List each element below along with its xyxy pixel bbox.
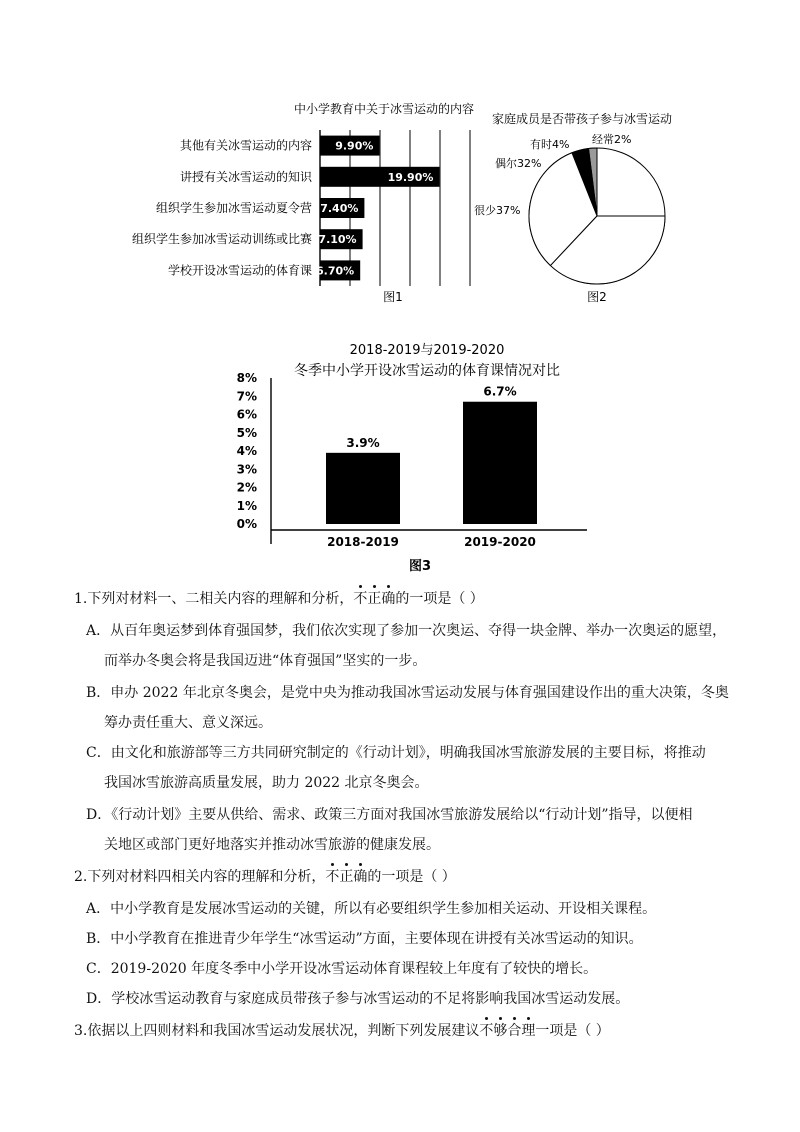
- emphasis-char: 不: [353, 588, 367, 608]
- emphasis-char: 确: [353, 866, 367, 886]
- tick-label: 4%: [236, 444, 257, 458]
- question-3-tail: 一项是（ ）: [535, 1023, 610, 1039]
- question-1-stem: 1.下列对材料一、二相关内容的理解和分析，: [74, 591, 354, 607]
- category-label: 组织学生参加冰雪运动训练或比赛: [131, 232, 312, 247]
- data-label: 7.40%: [320, 202, 359, 215]
- q2-option-b: B．中小学教育在推进青少年学生“冰雪运动”方面，主要体现在讲授有关冰雪运动的知识。: [86, 931, 643, 947]
- category-label: 讲授有关冰雪运动的知识: [179, 169, 312, 184]
- chart-title: 2018-2019与2019-2020: [349, 343, 505, 358]
- data-label: 3.9%: [346, 435, 380, 450]
- data-label: 7.10%: [318, 233, 357, 247]
- question-1: [74, 588, 484, 608]
- tick-label: 3%: [236, 462, 257, 477]
- question-3-stem: 3.依据以上四则材料和我国冰雪运动发展状况，判断下列发展建议: [74, 1023, 480, 1039]
- q1-option-b-line1: B．申办 2022 年北京冬奥会，是党中央为推动我国冰雪运动发展与体育强国建设作出的重大决策，冬奥: [86, 685, 729, 701]
- figure-caption: 图2: [587, 290, 607, 304]
- emphasis-char: 不: [325, 866, 339, 886]
- tick-label: 8%: [236, 371, 257, 385]
- q1-option-a-line1: A．从百年奥运梦到体育强国梦，我们依次实现了参加一次奥运、夺得一块金牌、举办一次奥运的愿望，: [86, 623, 727, 639]
- q1-option-d-line2: 关地区或部门更好地落实并推动冰雪旅游的健康发展。: [104, 837, 440, 853]
- figure-caption: 图1: [383, 290, 403, 304]
- question-2-tail: 的一项是（ ）: [367, 869, 456, 885]
- slice-label: 有时4%: [530, 138, 570, 151]
- tick-label: 6%: [236, 407, 257, 422]
- tick-label: 2%: [236, 480, 257, 495]
- question-3: [74, 1020, 610, 1040]
- question-2: [74, 866, 456, 886]
- tick-label: 0%: [236, 517, 257, 531]
- chart-title: 中小学教育中关于冰雪运动的内容: [293, 102, 475, 116]
- data-label: 6.7%: [483, 384, 517, 399]
- chart-title: 家庭成员是否带孩子参与冰雪运动: [491, 112, 673, 126]
- emphasis-char: 理: [521, 1020, 535, 1040]
- q1-option-c-line1: C．由文化和旅游部等三方共同研究制定的《行动计划》，明确我国冰雪旅游发展的主要目标，将推动: [86, 745, 706, 761]
- data-label: 9.90%: [335, 139, 374, 153]
- emphasis-char: 正: [339, 866, 353, 886]
- category-label: 2018-2019: [327, 535, 399, 549]
- q1-option-b-line2: 筹办责任重大、意义深远。: [104, 715, 272, 731]
- bar: [463, 402, 537, 524]
- emphasis-char: 确: [381, 588, 395, 608]
- category-label: 学校开设冰雪运动的体育课: [167, 263, 312, 278]
- tick-label: 5%: [236, 425, 257, 440]
- slice-label: 经常2%: [592, 133, 632, 146]
- emphasis-char: 正: [367, 588, 381, 608]
- q1-option-d-line1: D．《行动计划》主要从供给、需求、政策三方面对我国冰雪旅游发展给以“行动计划”指导，以便相: [86, 807, 693, 823]
- slice-label: 很少37%: [474, 204, 521, 217]
- q2-option-a: A．中小学教育是发展冰雪运动的关键，所以有必要组织学生参加相关运动、开设相关课程。: [86, 901, 657, 917]
- figure-3-bar-chart: [0, 330, 800, 590]
- emphasis-char: 合: [507, 1020, 521, 1040]
- q1-option-c-line2: 我国冰雪旅游高质量发展，助力 2022 北京冬奥会。: [104, 775, 429, 791]
- category-label: 组织学生参加冰雪运动夏令营: [155, 201, 312, 215]
- chart-subtitle: 冬季中小学开设冰雪运动的体育课情况对比: [294, 363, 560, 379]
- q2-option-d: D．学校冰雪运动教育与家庭成员带孩子参与冰雪运动的不足将影响我国冰雪运动发展。: [86, 991, 630, 1007]
- tick-label: 1%: [236, 498, 257, 513]
- emphasis-char: 够: [493, 1020, 507, 1040]
- figure-1-bar-chart: [0, 0, 800, 320]
- bar: [326, 453, 400, 524]
- data-label: 6.70%: [316, 264, 355, 278]
- category-label: 其他有关冰雪运动的内容: [179, 138, 312, 153]
- q2-option-c: C．2019-2020 年度冬季中小学开设冰雪运动体育课程较上年度有了较快的增长。: [86, 961, 598, 977]
- figure-caption: 图3: [408, 559, 432, 574]
- question-2-stem: 2.下列对材料四相关内容的理解和分析，: [74, 869, 326, 885]
- data-label: 19.90%: [387, 170, 434, 184]
- slice-label: 偶尔32%: [495, 157, 542, 170]
- question-1-tail: 的一项是（ ）: [395, 591, 484, 607]
- category-label: 2019-2020: [464, 535, 536, 549]
- emphasis-char: 不: [479, 1020, 493, 1040]
- tick-label: 7%: [236, 389, 257, 404]
- q1-option-a-line2: 而举办冬奥会将是我国迈进“体育强国”坚实的一步。: [104, 653, 427, 669]
